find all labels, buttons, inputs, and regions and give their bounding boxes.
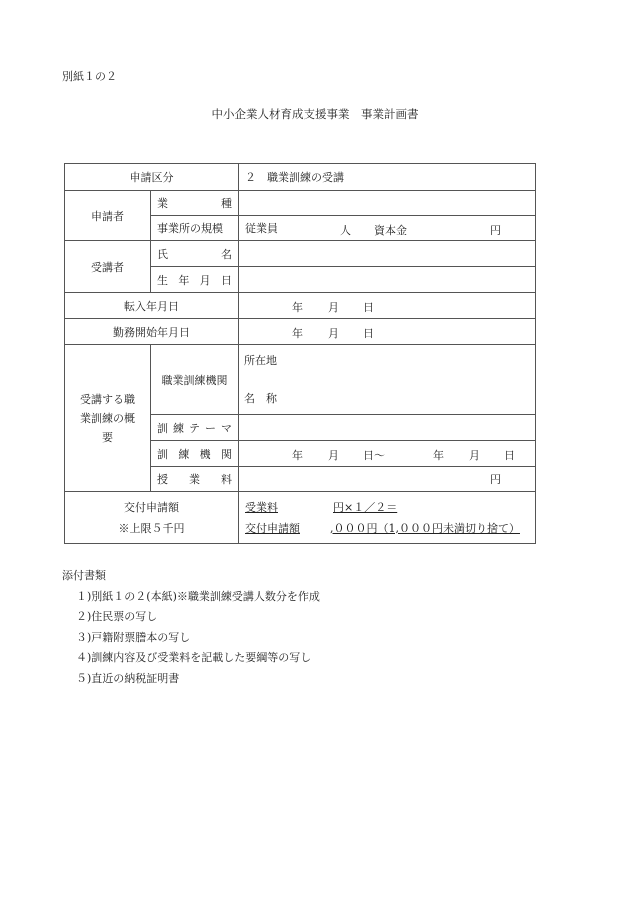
scale-label: 事業所の規模 bbox=[151, 216, 239, 241]
applicant-label: 申請者 bbox=[65, 191, 151, 241]
row-grant-amount bbox=[65, 492, 536, 544]
employees-label: 従業員 bbox=[245, 222, 278, 235]
capital-unit: 円 bbox=[490, 224, 501, 237]
attachments-heading: 添付書類 bbox=[62, 569, 106, 582]
row-transfer-date bbox=[65, 293, 536, 319]
trainee-name-field[interactable] bbox=[239, 241, 536, 267]
work-start-date-field[interactable]: 年 月 日 bbox=[239, 319, 536, 345]
transfer-date-label: 転入年月日 bbox=[65, 293, 239, 319]
fee-label: 授 業 料 bbox=[151, 467, 239, 492]
industry-field[interactable] bbox=[239, 191, 536, 216]
document-title: 中小企業人材育成支援事業 事業計画書 bbox=[211, 107, 419, 121]
grant-label: 交付申請額 ※上限５千円 bbox=[65, 492, 239, 544]
fee-field[interactable]: 円 bbox=[239, 467, 536, 492]
attachments-section bbox=[62, 566, 320, 689]
institution-label: 職業訓練機関 bbox=[151, 345, 239, 415]
training-summary-label: 受講する職 業訓練の概 要 bbox=[65, 345, 151, 492]
fee-calc-line: 受業料 円×１／２＝ bbox=[245, 500, 398, 514]
row-training-institution bbox=[65, 345, 536, 415]
scale-field[interactable] bbox=[239, 216, 536, 241]
attachment-item: １)別紙１の２(本紙)※職業訓練受講人数分を作成 bbox=[76, 589, 320, 603]
birthdate-field[interactable] bbox=[239, 267, 536, 293]
employees-unit: 人 bbox=[340, 224, 351, 237]
attachment-item: ５)直近の納税証明書 bbox=[76, 671, 180, 685]
work-start-date-label: 勤務開始年月日 bbox=[65, 319, 239, 345]
category-label: 申請区分 bbox=[65, 164, 239, 191]
transfer-date-field[interactable]: 年 月 日 bbox=[239, 293, 536, 319]
industry-label: 業 種 bbox=[151, 191, 239, 216]
category-value: ２ 職業訓練の受講 bbox=[239, 164, 536, 191]
row-category bbox=[65, 164, 536, 191]
row-work-start-date bbox=[65, 319, 536, 345]
attachment-item: ４)訓練内容及び受業料を記載した要綱等の写し bbox=[76, 651, 312, 664]
name-label: 氏 名 bbox=[151, 241, 239, 267]
attachment-item: ３)戸籍附票謄本の写し bbox=[76, 630, 191, 644]
period-label: 訓 練 機 関 bbox=[151, 441, 239, 467]
attachment-item: ２)住民票の写し bbox=[76, 610, 158, 623]
institution-field[interactable] bbox=[239, 345, 536, 415]
business-plan-table bbox=[64, 163, 536, 544]
row-trainee-name bbox=[65, 241, 536, 267]
location-label: 所在地 bbox=[244, 354, 277, 367]
trainee-label: 受講者 bbox=[65, 241, 151, 293]
document-reference: 別紙１の２ bbox=[62, 70, 117, 83]
grant-amount-line: 交付申請額 ,０００円（1,０００円未満切り捨て） bbox=[245, 521, 520, 535]
row-industry bbox=[65, 191, 536, 216]
period-field[interactable]: 年 月 日～ 年 月 日 bbox=[239, 441, 536, 467]
theme-field[interactable] bbox=[239, 415, 536, 441]
institution-name-label: 名 称 bbox=[244, 392, 277, 405]
birthdate-label: 生 年 月 日 bbox=[151, 267, 239, 293]
grant-field[interactable] bbox=[239, 492, 536, 544]
theme-label: 訓 練 テ ー マ bbox=[151, 415, 239, 441]
capital-label: 資本金 bbox=[374, 224, 407, 237]
